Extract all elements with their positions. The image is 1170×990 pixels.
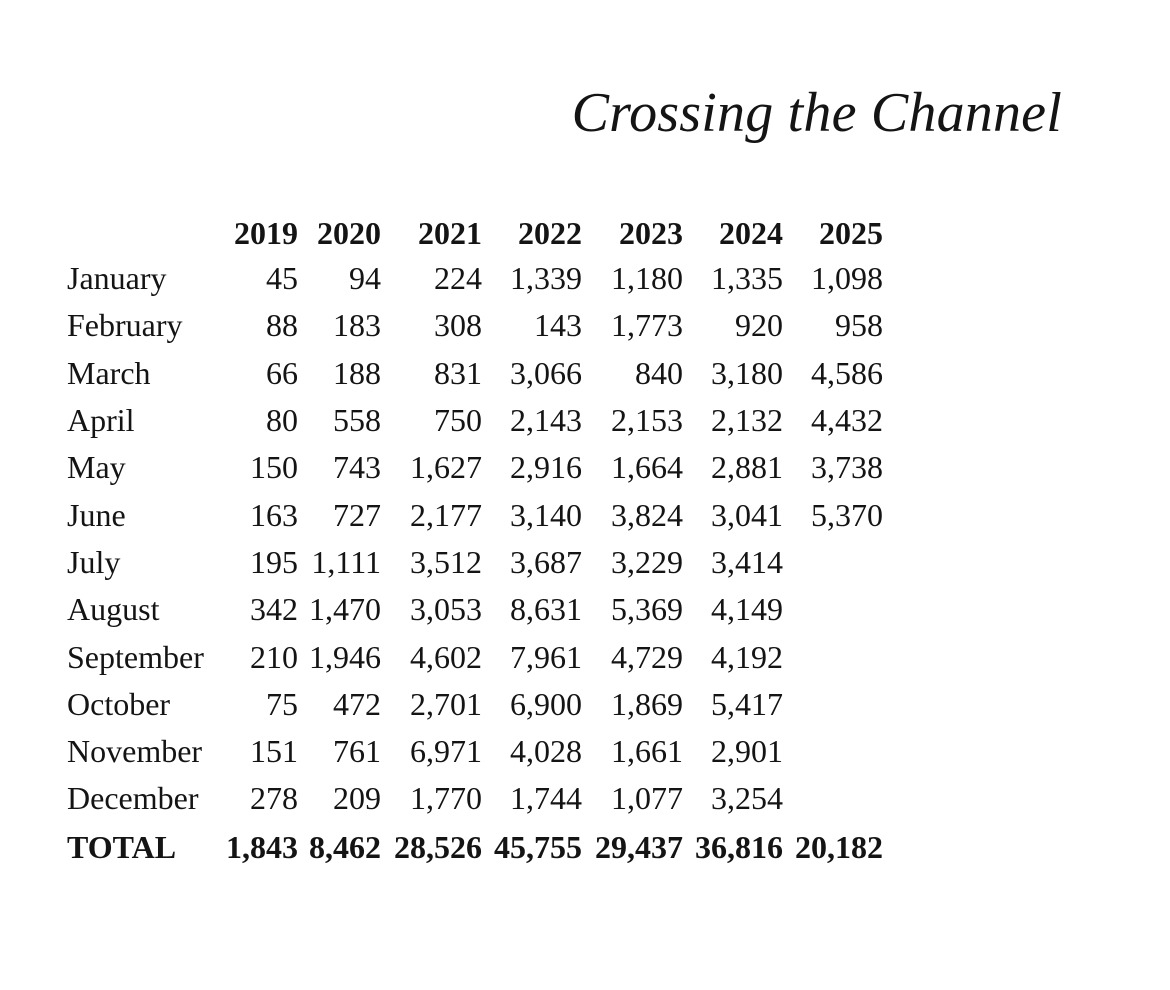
cell-2025: 5,370 [811,496,883,533]
cell-2021: 750 [434,402,482,439]
cell-2022: 1,339 [510,260,582,297]
row-label: November [67,733,203,770]
cell-2020: 727 [333,496,381,533]
cell-2023: 1,180 [611,260,683,297]
cell-2021: 3,053 [410,591,482,628]
page-title: Crossing the Channel [571,82,1062,144]
row-label: January [67,260,167,297]
cell-2024: 2,132 [711,402,783,439]
cell-2025: 4,586 [811,354,883,391]
cell-2025: 1,098 [811,260,883,297]
cell-2023: 5,369 [611,591,683,628]
cell-2025 [783,728,883,775]
cell-2019: 195 [250,543,298,580]
cell-2022: 3,140 [510,496,582,533]
cell-2022: 3,066 [510,354,582,391]
cell-2022: 2,143 [510,402,582,439]
cell-2019: 163 [250,496,298,533]
cell-2022: 2,916 [510,449,582,486]
cell-2020: 1,470 [309,591,381,628]
cell-2023: 4,729 [611,638,683,675]
row-label: December [67,780,199,817]
cell-2024: 5,417 [711,685,783,722]
cell-2020: 558 [333,402,381,439]
table-row [67,539,883,586]
cell-2023: 1,773 [611,307,683,344]
year-header-2024: 2024 [719,214,783,251]
cell-2025 [783,775,883,822]
cell-2022: 4,028 [510,733,582,770]
cell-2021: 1,770 [410,780,482,817]
table-row [67,775,883,822]
cell-2019: 210 [250,638,298,675]
cell-2022: 8,631 [510,591,582,628]
row-label: May [67,449,126,486]
table-row [67,586,883,633]
total-row [67,823,883,873]
cell-2025: 4,432 [811,402,883,439]
row-label: October [67,685,171,722]
row-label: April [67,402,135,439]
cell-2023: 3,824 [611,496,683,533]
cell-2022: 143 [534,307,582,344]
cell-2024: 2,881 [711,449,783,486]
cell-2023: 2,153 [611,402,683,439]
table-row [67,681,883,728]
cell-2023: 29,437 [595,829,683,866]
row-label: August [67,591,160,628]
cell-2023: 1,077 [611,780,683,817]
cell-2025: 958 [835,307,883,344]
month-header [67,211,217,255]
cell-2020: 188 [333,354,381,391]
cell-2024: 3,414 [711,543,783,580]
cell-2025 [783,539,883,586]
cell-2021: 28,526 [394,829,482,866]
cell-2024: 36,816 [695,829,783,866]
cell-2022: 45,755 [494,829,582,866]
year-header-2023: 2023 [619,214,683,251]
cell-2019: 151 [250,733,298,770]
cell-2024: 2,901 [711,733,783,770]
row-label: March [67,354,151,391]
cell-2023: 840 [635,354,683,391]
year-header-2020: 2020 [317,214,381,251]
table-row [67,728,883,775]
cell-2021: 1,627 [410,449,482,486]
cell-2020: 761 [333,733,381,770]
cell-2024: 3,254 [711,780,783,817]
year-header-2025: 2025 [819,214,883,251]
cell-2019: 150 [250,449,298,486]
cell-2022: 6,900 [510,685,582,722]
cell-2025: 3,738 [811,449,883,486]
cell-2021: 224 [434,260,482,297]
cell-2020: 472 [333,685,381,722]
cell-2022: 3,687 [510,543,582,580]
cell-2021: 308 [434,307,482,344]
table-row [67,397,883,444]
cell-2024: 3,180 [711,354,783,391]
cell-2020: 209 [333,780,381,817]
cell-2025: 20,182 [795,829,883,866]
cell-2024: 1,335 [711,260,783,297]
cell-2025 [783,633,883,680]
cell-2023: 1,869 [611,685,683,722]
cell-2019: 80 [266,402,298,439]
row-label: July [67,543,121,580]
crossings-table [67,211,883,873]
table-row [67,255,883,302]
cell-2024: 920 [735,307,783,344]
table-row [67,491,883,538]
cell-2019: 45 [266,260,298,297]
cell-2019: 88 [266,307,298,344]
cell-2019: 1,843 [226,829,298,866]
row-label: February [67,307,183,344]
cell-2021: 831 [434,354,482,391]
cell-2024: 3,041 [711,496,783,533]
cell-2020: 1,946 [309,638,381,675]
cell-2024: 4,149 [711,591,783,628]
table-row [67,302,883,349]
cell-2020: 183 [333,307,381,344]
row-label: TOTAL [67,829,177,866]
cell-2020: 743 [333,449,381,486]
header-row [67,211,883,255]
cell-2019: 75 [266,685,298,722]
cell-2022: 7,961 [510,638,582,675]
cell-2020: 8,462 [309,829,381,866]
cell-2021: 6,971 [410,733,482,770]
cell-2020: 94 [349,260,381,297]
cell-2020: 1,111 [311,543,381,580]
cell-2021: 3,512 [410,543,482,580]
table-row [67,444,883,491]
table-row [67,633,883,680]
cell-2023: 1,661 [611,733,683,770]
cell-2023: 1,664 [611,449,683,486]
cell-2021: 2,701 [410,685,482,722]
cell-2021: 2,177 [410,496,482,533]
cell-2023: 3,229 [611,543,683,580]
cell-2019: 278 [250,780,298,817]
cell-2021: 4,602 [410,638,482,675]
cell-2019: 66 [266,354,298,391]
year-header-2019: 2019 [234,214,298,251]
year-header-2021: 2021 [418,214,482,251]
table-row [67,350,883,397]
cell-2025 [783,586,883,633]
cell-2019: 342 [250,591,298,628]
cell-2022: 1,744 [510,780,582,817]
year-header-2022: 2022 [518,214,582,251]
row-label: September [67,638,204,675]
cell-2024: 4,192 [711,638,783,675]
cell-2025 [783,681,883,728]
row-label: June [67,496,126,533]
table-body [67,255,883,873]
